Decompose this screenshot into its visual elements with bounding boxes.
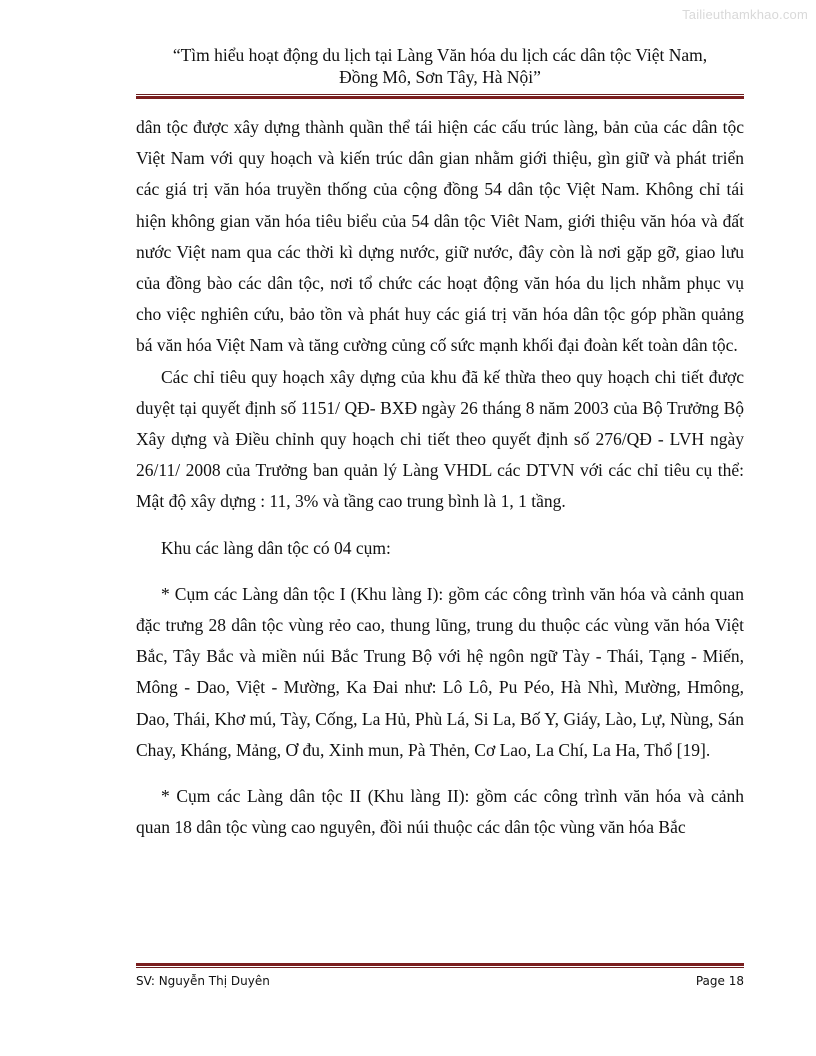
paragraph-planning-criteria: Các chỉ tiêu quy hoạch xây dựng của khu đã kế thừa theo quy hoạch chi tiết được duyệt tại quyết định số 1151/ QĐ- BXĐ ngày 26 tháng 8 năm 2003 của Bộ Trưởng Bộ Xây dựng và Điều chỉnh quy hoạch chi tiết theo quyết định số 276/QĐ - LVH ngày 26/11/ 2008 của Trưởng ban quản lý Làng VHDL các DTVN với các chỉ tiêu cụ thể: Mật độ xây dựng : 11, 3% và tầng cao trung bình là 1, 1 tầng.	[136, 366, 744, 512]
document-body	[136, 112, 744, 843]
paragraph-continuation: dân tộc được xây dựng thành quần thể tái hiện các cấu trúc làng, bản của các dân tộc Việt Nam với quy hoạch và kiến trúc dân gian nhằm giới thiệu, gìn giữ và phát triển các giá trị văn hóa truyền thống của cộng đồng 54 dân tộc Việt Nam. Không chỉ tái hiện không gian văn hóa tiêu biểu của 54 dân tộc Viêt Nam, giới thiệu văn hóa và đất nước Việt nam qua các thời kì dựng nước, giữ nước, đây còn là nơi gặp gỡ, giao lưu của đồng bào các dân tộc, nơi tổ chức các hoạt động văn hóa du lịch nhằm phục vụ cho việc nghiên cứu, bảo tồn và phát huy các giá trị văn hóa dân tộc góp phần quảng bá văn hóa Việt Nam và tăng cường củng cố sức mạnh khối đại đoàn kết toàn dân tộc.	[136, 117, 744, 356]
header-divider	[136, 94, 744, 99]
paragraph-cluster-1: * Cụm các Làng dân tộc I (Khu làng I): gồm các công trình văn hóa và cảnh quan đặc trưng 28 dân tộc vùng rẻo cao, thung lũng, trung du thuộc các vùng văn hóa Việt Bắc, Tây Bắc và miền núi Bắc Trung Bộ với hệ ngôn ngữ Tày - Thái, Tạng - Miến, Mông - Dao, Việt - Mường, Ka Đai như: Lô Lô, Pu Péo, Hà Nhì, Mường, Hmông, Dao, Thái, Khơ mú, Tày, Cống, La Hủ, Phù Lá, Si La, Bố Y, Giáy, Lào, Lự, Nùng, Sán Chay, Kháng, Mảng, Ơ đu, Xinh mun, Pà Thẻn, Cơ Lao, La Chí, La Ha, Thổ [19].	[136, 583, 744, 760]
footer-author: SV: Nguyễn Thị Duyên	[136, 974, 270, 988]
footer-divider	[136, 963, 744, 968]
footer-page-number: Page 18	[695, 974, 744, 988]
watermark: Tailieuthamkhao.com	[682, 7, 808, 22]
page-header	[136, 44, 744, 88]
paragraph-cluster-2: * Cụm các Làng dân tộc II (Khu làng II): gồm các công trình văn hóa và cảnh quan 18 dân tộc vùng cao nguyên, đồi núi thuộc các dân tộc vùng văn hóa Bắc	[136, 786, 744, 838]
header-title-line-2: Đồng Mô, Sơn Tây, Hà Nội”	[339, 67, 541, 87]
paragraph-cluster-intro: Khu các làng dân tộc có 04 cụm:	[161, 537, 391, 558]
header-title-line-1: “Tìm hiểu hoạt động du lịch tại Làng Văn hóa du lịch các dân tộc Việt Nam,	[172, 45, 708, 65]
